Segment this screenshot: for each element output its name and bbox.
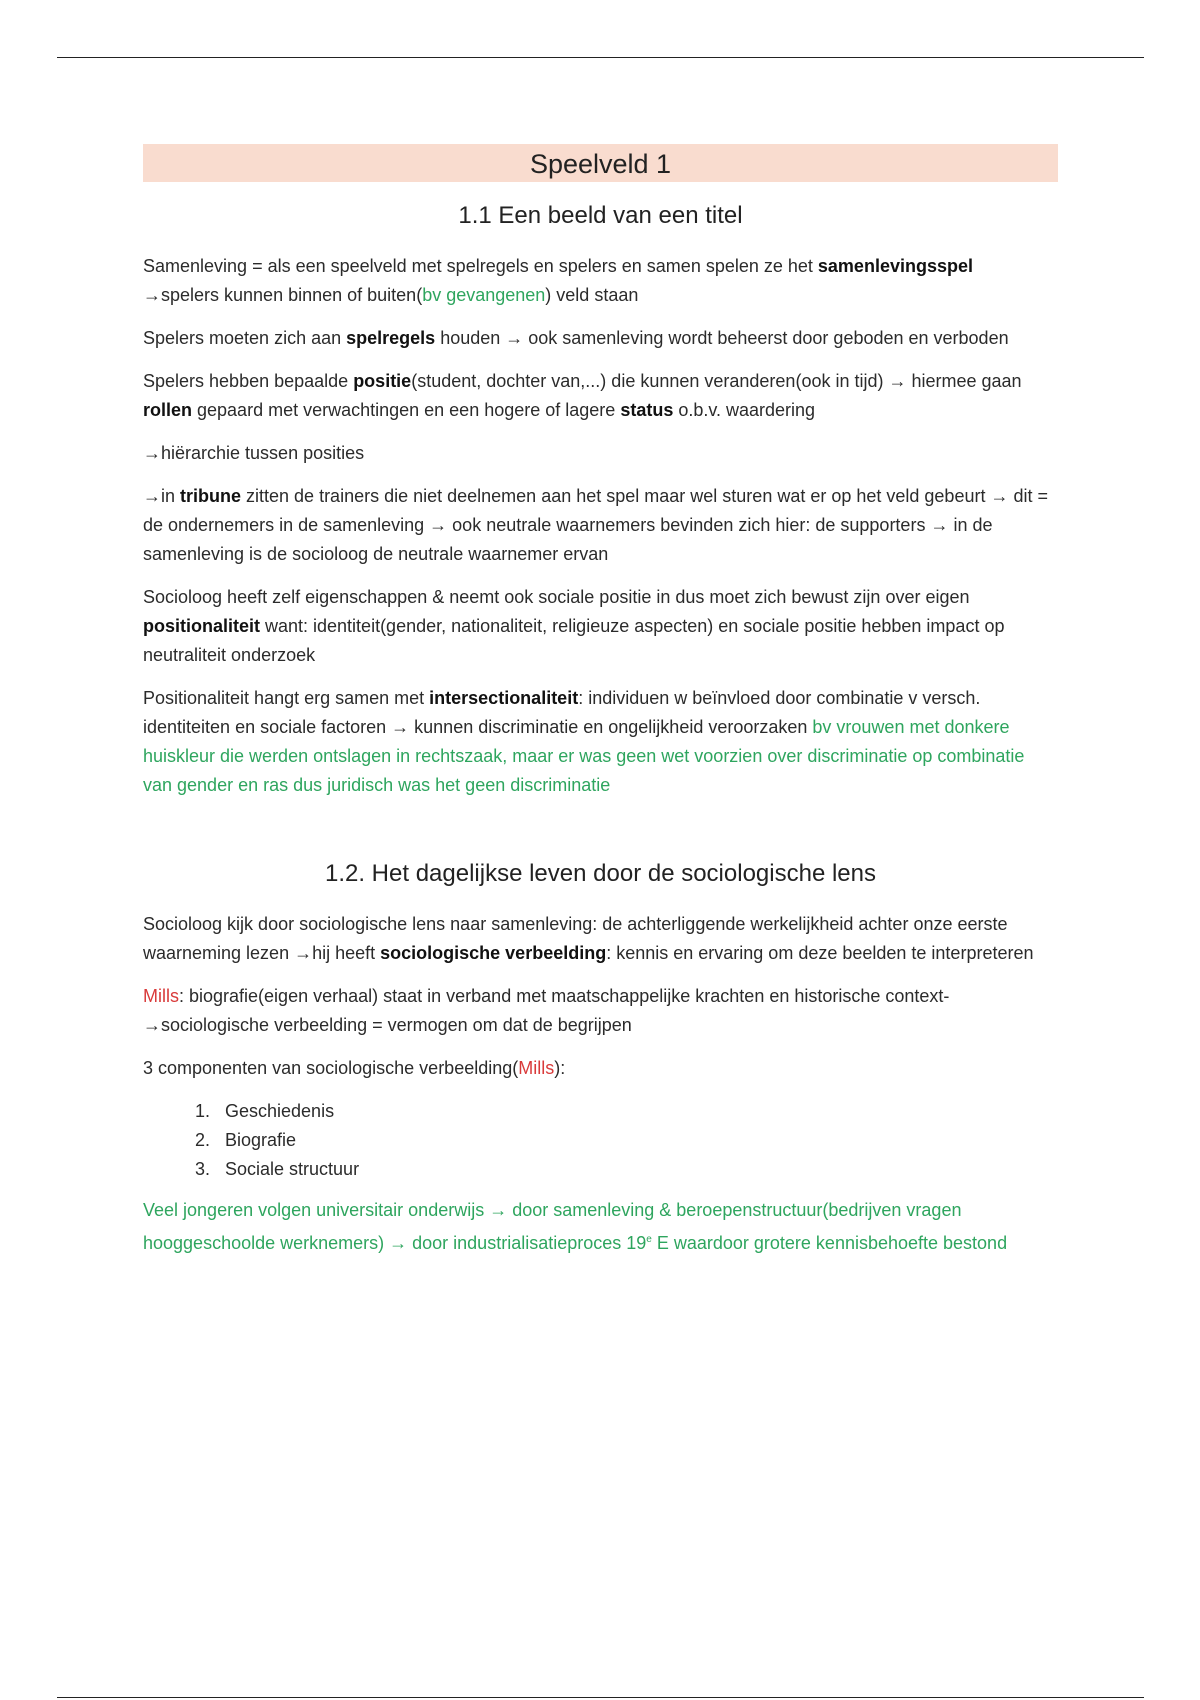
text: Socioloog heeft zelf eigenschappen & neemt ook sociale positie in dus moet zich bewust zijn over eigen [143, 587, 970, 607]
text: →spelers kunnen binnen of buiten( [143, 285, 423, 305]
text: zitten de trainers die niet deelnemen aan het spel maar wel sturen wat er op het veld gebeurt → dit = de ondernemers in de samenleving → ook neutrale waarnemers bevinden zich hier: de supporters → in de samenleving is de socioloog de neutrale waarnemer ervan [143, 486, 1048, 564]
text: : biografie(eigen verhaal) staat in verband met maatschappelijke krachten en historische context- [179, 986, 950, 1006]
header-rule [57, 57, 1144, 58]
text: →in [143, 486, 181, 506]
text: want: identiteit(gender, nationaliteit, religieuze aspecten) en sociale positie hebben impact op neutraliteit onderzoek [143, 616, 1005, 665]
bold-term: positie [353, 371, 412, 391]
bold-term: status [620, 400, 674, 420]
list-item: 1. Geschiedenis [215, 1097, 1058, 1126]
text: Socioloog kijk door sociologische lens naar samenleving: de achterliggende werkelijkheid achter onze eerste waarneming lezen →hij heeft [143, 914, 1008, 963]
paragraph-tribune [143, 482, 1058, 569]
text: Positionaliteit hangt erg samen met [143, 688, 430, 708]
paragraph-positie [143, 367, 1058, 425]
example-text: Veel jongeren volgen universitair onderwijs → door samenleving & beroepenstructuur(bedrijven vragen hooggeschoolde werknemers) → door industrialisatieproces 19 [143, 1200, 962, 1253]
page-title: Speelveld 1 [143, 144, 1058, 182]
list-item: 3. Sociale structuur [215, 1155, 1058, 1184]
paragraph-mills [143, 982, 1058, 1040]
paragraph-intersectionaliteit [143, 684, 1058, 800]
example-text: bv gevangenen [422, 285, 546, 305]
author-name: Mills [518, 1058, 555, 1078]
text: Samenleving = als een speelveld met spelregels en spelers en samen spelen ze het [143, 256, 818, 276]
bold-term: rollen [143, 400, 193, 420]
bold-term: sociologische verbeelding [380, 943, 607, 963]
text: Spelers moeten zich aan [143, 328, 347, 348]
paragraph-sociologische-lens [143, 910, 1058, 968]
paragraph-hierarchie: →hiërarchie tussen posities [143, 443, 365, 463]
author-name: Mills [143, 986, 179, 1006]
paragraph-spelregels [143, 324, 1058, 353]
superscript: e [646, 1234, 652, 1245]
bold-term: samenlevingsspel [817, 256, 973, 276]
list-item: 2. Biografie [215, 1126, 1058, 1155]
section-heading-1-2: 1.2. Het dagelijkse leven door de sociologische lens [324, 860, 876, 887]
example-text: bv vrouwen met donkere huiskleur die werden ontslagen in rechtszaak, maar er was geen wet voorzien over discriminatie op combinatie van gender en ras dus juridisch was het geen discriminatie [143, 717, 1025, 795]
example-text: E waardoor grotere kennisbehoefte bestond [651, 1233, 1008, 1253]
text: →sociologische verbeelding = vermogen om dat de begrijpen [143, 1015, 632, 1035]
paragraph-example-onderwijs [143, 1196, 1058, 1258]
text: : kennis en ervaring om deze beelden te interpreteren [606, 943, 1034, 963]
section-heading-1-1: 1.1 Een beeld van een titel [458, 202, 743, 229]
text: Spelers hebben bepaalde [143, 371, 354, 391]
bold-term: tribune [180, 486, 242, 506]
document-body [143, 144, 1058, 1272]
text: (student, dochter van,...) die kunnen veranderen(ook in tijd) → hiermee gaan [411, 371, 1022, 391]
bold-term: spelregels [346, 328, 436, 348]
text: houden → ook samenleving wordt beheerst door geboden en verboden [435, 328, 1009, 348]
components-list [143, 1097, 1058, 1184]
text: ) veld staan [545, 285, 639, 305]
bold-term: intersectionaliteit [429, 688, 579, 708]
text: o.b.v. waardering [673, 400, 816, 420]
text: 3 componenten van sociologische verbeelding( [143, 1058, 519, 1078]
paragraph-componenten [143, 1054, 1058, 1083]
footer-rule [57, 1697, 1144, 1698]
text: ): [554, 1058, 566, 1078]
bold-term: positionaliteit [143, 616, 260, 636]
text: : individuen w beïnvloed door combinatie v versch. identiteiten en sociale factoren → kunnen discriminatie en ongelijkheid veroorzaken [143, 688, 981, 737]
paragraph-positionaliteit [143, 583, 1058, 670]
text: gepaard met verwachtingen en een hogere of lagere [192, 400, 621, 420]
paragraph-samenleving [143, 252, 1058, 310]
